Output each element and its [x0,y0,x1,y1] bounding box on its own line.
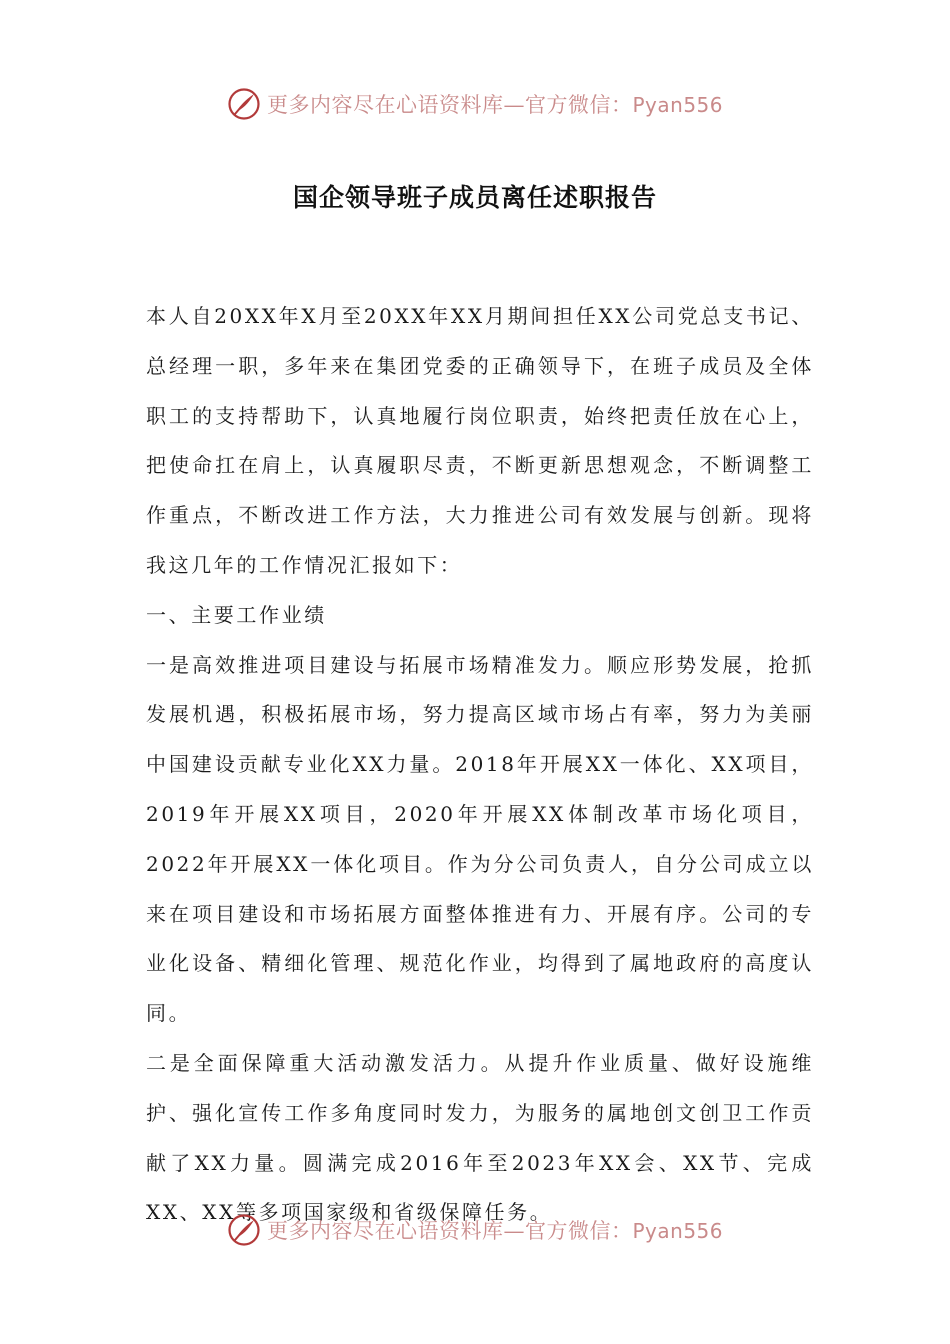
watermark-handle: Pyan556 [632,1219,723,1243]
watermark-handle: Pyan556 [632,93,723,117]
document-body [146,292,814,1238]
paragraph-intro: 本人自20XX年X月至20XX年XX月期间担任XX公司党总支书记、总经理一职，多年来在集团党委的正确领导下，在班子成员及全体职工的支持帮助下，认真地履行岗位职责，始终把责任放在心上，把使命扛在肩上，认真履职尽责，不断更新思想观念，不断调整工作重点，不断改进工作方法，大力推进公司有效发展与创新。现将我这几年的工作情况汇报如下： [146,304,814,577]
header-watermark [0,84,950,124]
watermark-text: 更多内容尽在心语资料库—官方微信：Pyan556 [266,93,723,117]
paragraph-activities: 二是全面保障重大活动激发活力。从提升作业质量、做好设施维护、强化宣传工作多角度同时发力，为服务的属地创文创卫工作贡献了XX力量。圆满完成2016年至2023年XX会、XX节、完成XX、XX等多项国家级和省级保障任务。 [146,1050,814,1225]
watermark-text: 更多内容尽在心语资料库—官方微信：Pyan556 [266,1219,723,1243]
section-heading: 一、主要工作业绩 [146,602,327,627]
paragraph-project: 一是高效推进项目建设与拓展市场精准发力。顺应形势发展，抢抓发展机遇，积极拓展市场，努力提高区域市场占有率，努力为美丽中国建设贡献专业化XX力量。2018年开展XX一体化、XX项目，2019年开展XX项目，2020年开展XX体制改革市场化项目，2022年开展XX一体化项目。作为分公司负责人，自分公司成立以来在项目建设和市场拓展方面整体推进有力、开展有序。公司的专业化设备、精细化管理、规范化作业，均得到了属地政府的高度认同。 [146,652,814,1026]
quill-logo-icon [227,87,261,121]
quill-logo-icon [227,1213,261,1247]
footer-watermark [0,1210,950,1250]
document-title: 国企领导班子成员离任述职报告 [292,183,657,212]
